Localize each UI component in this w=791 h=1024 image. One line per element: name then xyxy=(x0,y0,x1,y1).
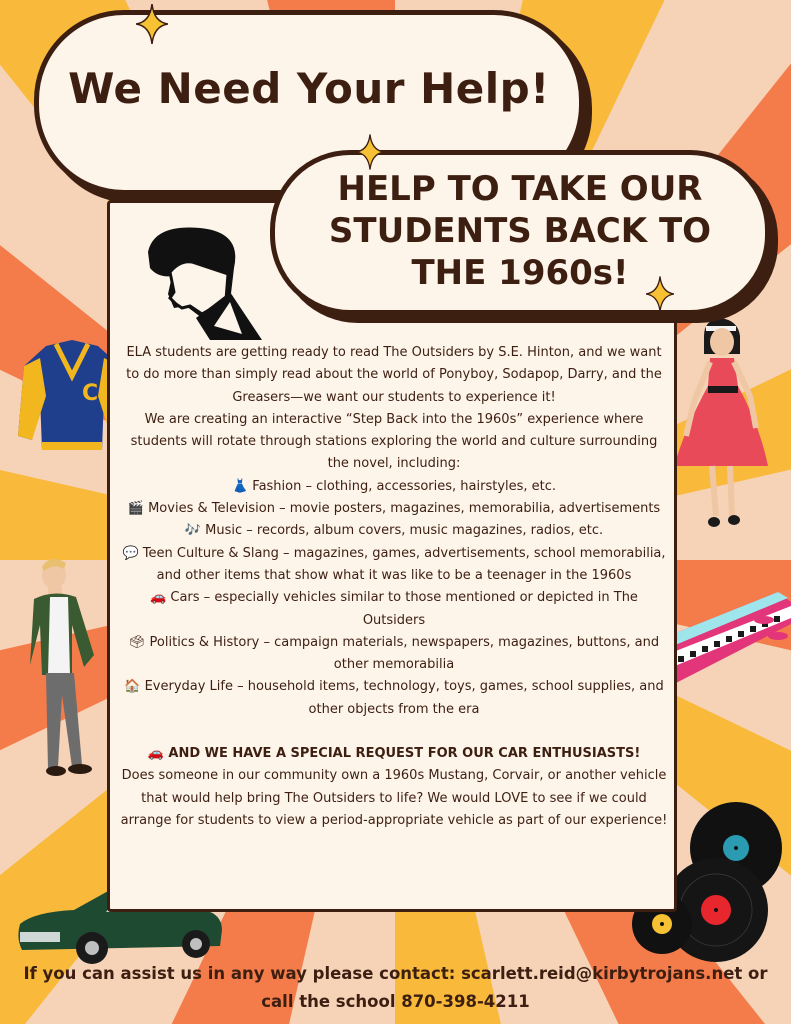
subtitle-line: STUDENTS BACK TO xyxy=(328,211,712,251)
station-text: Fashion – clothing, accessories, hairstyles, etc. xyxy=(252,478,557,494)
station-text: Teen Culture & Slang – magazines, games, advertisements, school memorabilia, and other items that show what it was like to be a teenager in the 1960s xyxy=(142,545,666,583)
station-text: Music – records, album covers, music magazines, radios, etc. xyxy=(205,523,604,539)
ballot-box-icon: 🗳 xyxy=(128,634,146,650)
svg-text:C: C xyxy=(82,381,99,406)
station-item xyxy=(118,476,670,498)
station-item xyxy=(118,632,670,677)
car-icon: 🚗 xyxy=(150,590,167,606)
intro-paragraph: We are creating an interactive “Step Back into the 1960s” experience where students will rotate through stations exploring the world and culture surrounding the novel, including: xyxy=(130,411,658,472)
clapperboard-icon: 🎬 xyxy=(127,501,144,517)
station-item xyxy=(118,587,670,632)
subtitle-line: THE 1960s! xyxy=(411,253,629,293)
music-notes-icon: 🎶 xyxy=(184,523,201,539)
contact-footer xyxy=(10,960,781,1016)
subtitle-line: HELP TO TAKE OUR xyxy=(337,169,703,209)
house-icon: 🏠 xyxy=(124,679,141,695)
station-item xyxy=(118,676,670,721)
station-text: Politics & History – campaign materials, newspapers, magazines, buttons, and other memorabilia xyxy=(149,634,660,673)
sparkle-star-icon xyxy=(136,4,168,44)
greaser-silhouette-illustration xyxy=(130,222,265,342)
spacer xyxy=(118,721,670,743)
station-item xyxy=(118,543,670,588)
body-text xyxy=(118,342,670,832)
intro-paragraph: ELA students are getting ready to read The Outsiders by S.E. Hinton, and we want to do more than simply read about the world of Ponyboy, Sodapop, Darry, and the Greasers—we want our students to experience it! xyxy=(126,345,662,405)
special-heading-text: AND WE HAVE A SPECIAL REQUEST FOR OUR CAR ENTHUSIASTS! xyxy=(168,746,641,762)
woman-dress-illustration xyxy=(668,316,772,536)
speech-bubble-icon: 💬 xyxy=(122,545,139,561)
station-text: Everyday Life – household items, technology, toys, games, school supplies, and other objects from the era xyxy=(144,679,664,717)
car-icon: 🚗 xyxy=(147,746,164,762)
page-subtitle xyxy=(290,168,750,294)
special-request-heading xyxy=(118,743,670,765)
special-request-text: Does someone in our community own a 1960s Mustang, Corvair, or another vehicle that would help bring The Outsiders to life? We would LOVE to see if we could arrange for students to view a period-appropriate vehicle as part of our experience! xyxy=(120,768,668,828)
station-item xyxy=(118,520,670,542)
sparkle-star-icon xyxy=(646,276,674,312)
contact-line: call the school 870-398-4211 xyxy=(261,992,530,1011)
station-item xyxy=(118,498,670,520)
sparkle-star-icon xyxy=(356,134,384,170)
station-text: Cars – especially vehicles similar to those mentioned or depicted in The Outsiders xyxy=(170,590,638,628)
page-title: We Need Your Help! xyxy=(68,64,550,113)
dress-icon: 👗 xyxy=(231,478,249,494)
station-text: Movies & Television – movie posters, magazines, memorabilia, advertisements xyxy=(148,501,661,517)
contact-line: If you can assist us in any way please contact: scarlett.reid@kirbytrojans.net or xyxy=(23,964,768,983)
